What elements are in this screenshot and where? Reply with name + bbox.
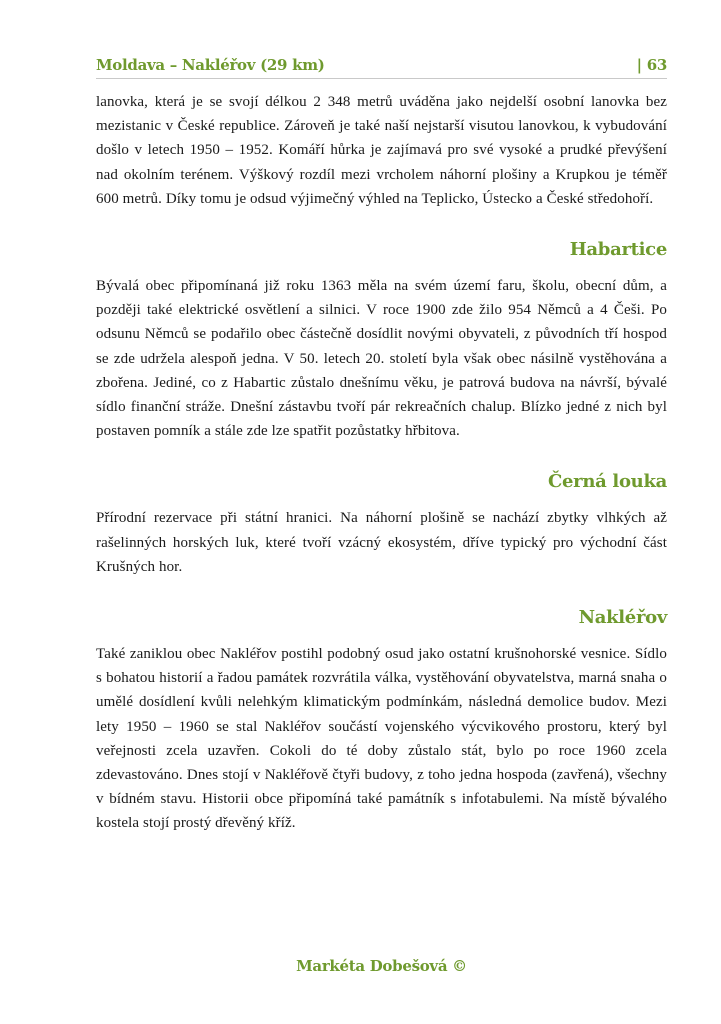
heading-habartice: Habartice xyxy=(569,239,667,261)
paragraph-nalerov: Také zaniklou obec Nakléřov postihl podobný osud jako ostatní krušnohorské vesnice. Sídlo s bohatou historií a řadou památek rozvrátila válka, vystěhování obyvatelstva, marná snaha o umělé dosídlení kvůli nelehkým klimatickým podmínkám, následná demolice budov. Mezi lety 1950 – 1960 se stal Nakléřov součástí vojenského výcvikového prostoru, který byl veřejnosti zcela uzavřen. Cokoli do té doby zůstalo stát, bylo po roce 1960 zcela zdevastováno. Dnes stojí v Nakléřově čtyři budovy, z toho jedna hospoda (zavřená), všechny v bídném stavu. Historii obce připomíná také památník s infotabulemi. Na místě bývalého kostela stojí prostý dřevěný kříž. xyxy=(96,646,667,832)
heading-nalerov: Nakléřov xyxy=(578,607,667,629)
intro-paragraph: lanovka, která je se svojí délkou 2 348 metrů uváděna jako nejdelší osobní lanovka bez mezistanic v České republice. Zároveň je také naší nejstarší visutou lanovkou, k vybudování došlo v letech 1950 – 1952. Komáří hůrka je zajímavá pro své vysoké a prudké převýšení nad okolním terénem. Výškový rozdíl mezi vrcholem náhorní plošiny a Krupkou je téměř 600 metrů. Díky tomu je odsud výjimečný výhled na Teplicko, Ústecko a České středohoří. xyxy=(96,94,667,207)
page-header xyxy=(96,48,667,79)
page-number: | 63 xyxy=(636,56,667,74)
footer-author: Markéta Dobešová © xyxy=(296,957,467,975)
page-footer xyxy=(96,956,667,975)
heading-cerna-louka: Černá louka xyxy=(547,471,667,493)
page-content xyxy=(96,90,667,836)
header-title: Moldava – Nakléřov (29 km) xyxy=(96,56,325,74)
paragraph-habartice: Bývalá obec připomínaná již roku 1363 měla na svém území faru, školu, obecní dům, a později také elektrické osvětlení a silnici. V roce 1900 zde žilo 954 Němců a 4 Češi. Po odsunu Němců se podařilo obec částečně dosídlit novými obyvateli, z původních tří hospod se zde udržela alespoň jedna. V 50. letech 20. století byla však obec násilně vystěhována a zbořena. Jediné, co z Habartic zůstalo dnešnímu věku, je patrová budova na návrší, bývalé sídlo finanční stráže. Dnešní zástavbu tvoří pár rekreačních chalup. Blízko jedné z nich byl postaven pomník a stále zde lze spatřit pozůstatky hřbitova. xyxy=(96,278,667,440)
paragraph-cerna-louka: Přírodní rezervace při státní hranici. Na náhorní plošině se nachází zbytky vlhkých až rašelinných horských luk, které tvoří vzácný ekosystém, dříve typický pro východní část Krušných hor. xyxy=(96,510,667,575)
